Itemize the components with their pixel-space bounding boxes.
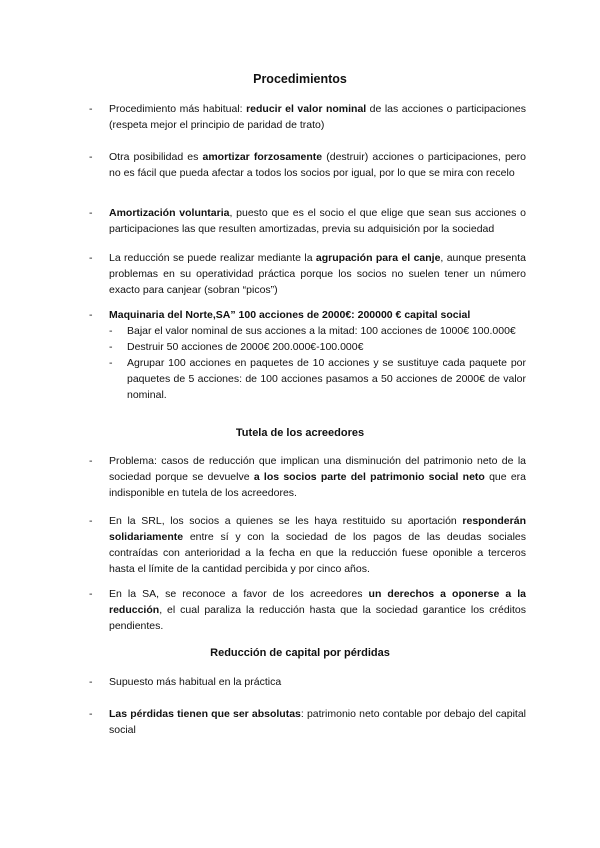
list-item	[89, 453, 526, 501]
item-text: La reducción se puede realizar mediante la	[109, 252, 316, 264]
section-heading: Reducción de capital por pérdidas	[210, 647, 390, 659]
list-item	[89, 101, 526, 133]
sub-item-text: Bajar el valor nominal de sus acciones a la mitad: 100 acciones de 1000€ 100.000€	[127, 325, 516, 337]
sub-item-text: Destruir 50 acciones de 2000€ 200.000€-100.000€	[127, 341, 364, 353]
list-item	[89, 307, 526, 403]
bullet-dash: -	[109, 325, 113, 337]
item-bold: reducir el valor nominal	[246, 103, 367, 115]
list-item	[89, 513, 526, 577]
bullet-dash: -	[89, 455, 93, 467]
item-bold: amortizar forzosamente	[202, 151, 323, 163]
item-text: de las acciones o participaciones (respeta mejor el principio de paridad de trato)	[109, 103, 526, 131]
item-text: En la SRL, los socios a quienes se les haya restituido su aportación	[109, 515, 463, 527]
sub-list-item	[109, 323, 526, 339]
list-item	[89, 586, 526, 634]
list-item	[89, 205, 526, 237]
bullet-dash: -	[89, 252, 93, 264]
item-text: Otra posibilidad es	[109, 151, 203, 163]
list-item	[89, 674, 526, 690]
item-bold: Maquinaria del Norte,SA” 100 acciones de 2000€: 200000 € capital social	[109, 309, 471, 321]
item-text: (destruir) acciones o participaciones, pero no es fácil que pueda afectar a todos los socios por igual, por lo que se mira con recelo	[109, 151, 526, 179]
item-bold: responderán solidariamente	[109, 515, 526, 543]
sub-list-item	[109, 339, 526, 355]
bullet-dash: -	[89, 309, 93, 321]
bullet-dash: -	[89, 676, 93, 688]
item-bold: un derechos a oponerse a la reducción	[109, 588, 527, 616]
item-bold: Las pérdidas tienen que ser absolutas	[109, 708, 301, 720]
item-text: En la SA, se reconoce a favor de los acreedores	[109, 588, 369, 600]
item-text: Procedimiento más habitual:	[109, 103, 247, 115]
page-title: Procedimientos	[253, 72, 347, 86]
bullet-dash: -	[89, 708, 93, 720]
item-text: , aunque presenta problemas en su operatividad práctica porque los socios no suelen tener un número exacto para canjear (sobran “picos”)	[109, 252, 526, 296]
item-text: que era indisponible en tutela de los acreedores.	[109, 471, 527, 499]
bullet-dash: -	[89, 515, 93, 527]
bullet-dash: -	[89, 207, 93, 219]
bullet-dash: -	[109, 341, 113, 353]
list-item	[89, 706, 526, 738]
item-bold: a los socios parte del patrimonio social neto	[253, 471, 485, 483]
item-text: Problema: casos de reducción que implican una disminución del patrimonio neto de la sociedad porque se devuelve	[109, 455, 526, 483]
bullet-dash: -	[89, 588, 93, 600]
item-text: Supuesto más habitual en la práctica	[109, 676, 282, 688]
bullet-dash: -	[89, 103, 93, 115]
item-bold: agrupación para el canje	[315, 252, 441, 264]
bullet-dash: -	[89, 151, 93, 163]
item-bold: Amortización voluntaria	[109, 207, 230, 219]
bullet-dash: -	[109, 357, 113, 369]
item-text: , puesto que es el socio el que elige que sean sus acciones o participaciones las que resulten amortizadas, previa su adquisición por la sociedad	[109, 207, 526, 235]
sub-item-text: Agrupar 100 acciones en paquetes de 10 acciones y se sustituye cada paquete por paquetes de 5 acciones: de 100 acciones pasamos a 50 acciones de 2000€ de valor nominal.	[127, 357, 526, 401]
item-text: , el cual paraliza la reducción hasta que la sociedad garantice los créditos pendientes.	[109, 604, 526, 632]
item-text: : patrimonio neto contable por debajo del capital social	[109, 708, 526, 736]
list-item	[89, 250, 526, 298]
sub-list-item	[109, 355, 526, 403]
item-text: entre sí y con la sociedad de los pagos de las deudas sociales contraídas con anterioridad a la fecha en que la reducción fuese oponible a terceros hasta el límite de la cantidad percibida y por cinco años.	[109, 531, 526, 575]
list-item	[89, 149, 526, 181]
section-heading: Tutela de los acreedores	[235, 427, 365, 439]
